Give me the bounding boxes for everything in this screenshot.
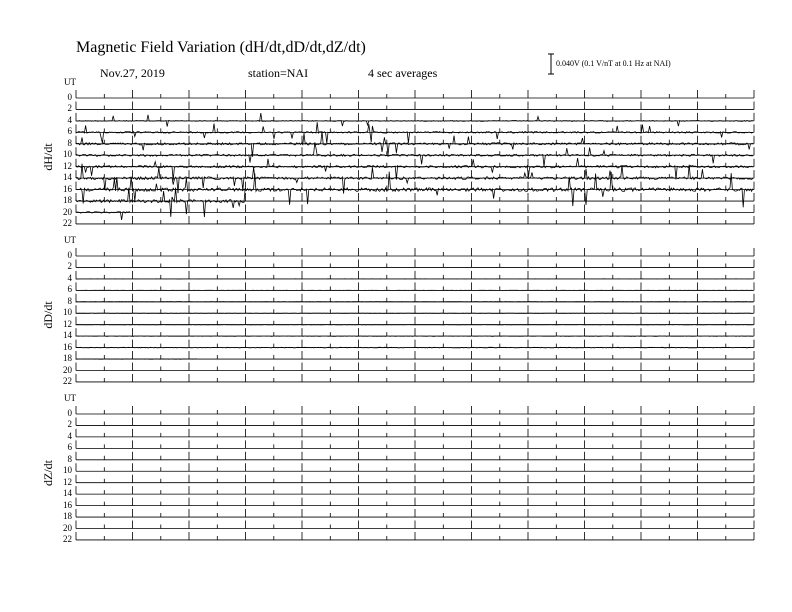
trace-line (76, 113, 753, 127)
trace-baseline (76, 351, 754, 359)
hour-label: 0 (67, 250, 72, 260)
hour-label: 18 (63, 353, 72, 364)
hour-label: 22 (63, 217, 72, 228)
trace-baseline (76, 90, 754, 98)
hour-label: 14 (63, 330, 72, 341)
trace-baseline (76, 124, 754, 132)
hour-label: 12 (63, 160, 72, 171)
trace-baseline (76, 305, 754, 313)
hour-label: 2 (67, 103, 72, 114)
trace-baseline (76, 440, 754, 448)
hour-label: 16 (63, 183, 72, 194)
trace-baseline (76, 374, 754, 382)
hour-label: 4 (67, 430, 72, 441)
trace-baseline (76, 248, 754, 256)
trace-baseline (76, 463, 754, 471)
trace-line (76, 122, 753, 143)
ut-label-panel-1: UT (64, 77, 76, 87)
trace-baseline (76, 452, 754, 460)
hour-label: 8 (67, 295, 72, 306)
ut-label-panel-3: UT (64, 393, 76, 403)
ylabel-dZ: dZ/dt (41, 460, 55, 486)
hour-label: 10 (63, 149, 72, 160)
trace-baseline (76, 294, 754, 302)
hour-label: 0 (67, 408, 72, 418)
hour-label: 14 (63, 488, 72, 499)
trace-baseline (76, 475, 754, 483)
hour-label: 0 (67, 92, 72, 102)
scale-bar (548, 54, 554, 74)
trace-baseline (76, 417, 754, 425)
hour-label: 18 (63, 511, 72, 522)
hour-label: 22 (63, 533, 72, 544)
hour-label: 6 (67, 284, 72, 295)
trace-baseline (76, 328, 754, 336)
hour-label: 16 (63, 499, 72, 510)
averaging-label: 4 sec averages (368, 66, 438, 80)
trace-baseline (76, 429, 754, 437)
hour-label: 14 (63, 172, 72, 183)
trace-baseline (76, 113, 754, 121)
hour-label: 4 (67, 272, 72, 283)
trace-baseline (76, 159, 754, 167)
hour-label: 22 (63, 375, 72, 386)
hour-label: 20 (63, 522, 72, 533)
trace-baseline (76, 521, 754, 529)
hour-label: 6 (67, 126, 72, 137)
trace-baseline (76, 282, 754, 290)
scale-bar-label: 0.040V (0.1 V/nT at 0.1 Hz at NAI) (556, 59, 671, 68)
trace-baseline (76, 170, 754, 178)
hour-label: 12 (63, 318, 72, 329)
hour-label: 18 (63, 195, 72, 206)
trace-line (76, 158, 753, 180)
hour-label: 2 (67, 419, 72, 430)
chart-title: Magnetic Field Variation (dH/dt,dD/dt,dZ/dt) (76, 39, 366, 56)
trace-baseline (76, 509, 754, 517)
trace-line (76, 212, 130, 220)
trace-baseline (76, 498, 754, 506)
trace-baseline (76, 271, 754, 279)
trace-baseline (76, 216, 754, 224)
hour-label: 20 (63, 206, 72, 217)
trace-baseline (76, 147, 754, 155)
hour-label: 4 (67, 114, 72, 125)
trace-baseline (76, 406, 754, 414)
date-label: Nov.27, 2019 (100, 66, 165, 80)
hour-label: 12 (63, 476, 72, 487)
trace-baseline (76, 205, 754, 213)
trace-baseline (76, 193, 754, 201)
ut-label-panel-2: UT (64, 235, 76, 245)
trace-baseline (76, 363, 754, 371)
trace-baseline (76, 259, 754, 267)
hour-label: 10 (63, 465, 72, 476)
trace-line (76, 142, 753, 166)
hour-label: 16 (63, 341, 72, 352)
trace-baseline (76, 101, 754, 109)
ylabel-dD: dD/dt (41, 301, 55, 329)
hour-label: 6 (67, 442, 72, 453)
trace-baseline (76, 317, 754, 325)
trace-baseline (76, 532, 754, 540)
trace-baseline (76, 340, 754, 348)
trace-baseline (76, 486, 754, 494)
hour-label: 10 (63, 307, 72, 318)
hour-label: 20 (63, 364, 72, 375)
hour-label: 2 (67, 261, 72, 272)
station-label: station=NAI (248, 66, 309, 80)
hour-label: 8 (67, 453, 72, 464)
ylabel-dH: dH/dt (41, 143, 55, 171)
hour-label: 8 (67, 137, 72, 148)
